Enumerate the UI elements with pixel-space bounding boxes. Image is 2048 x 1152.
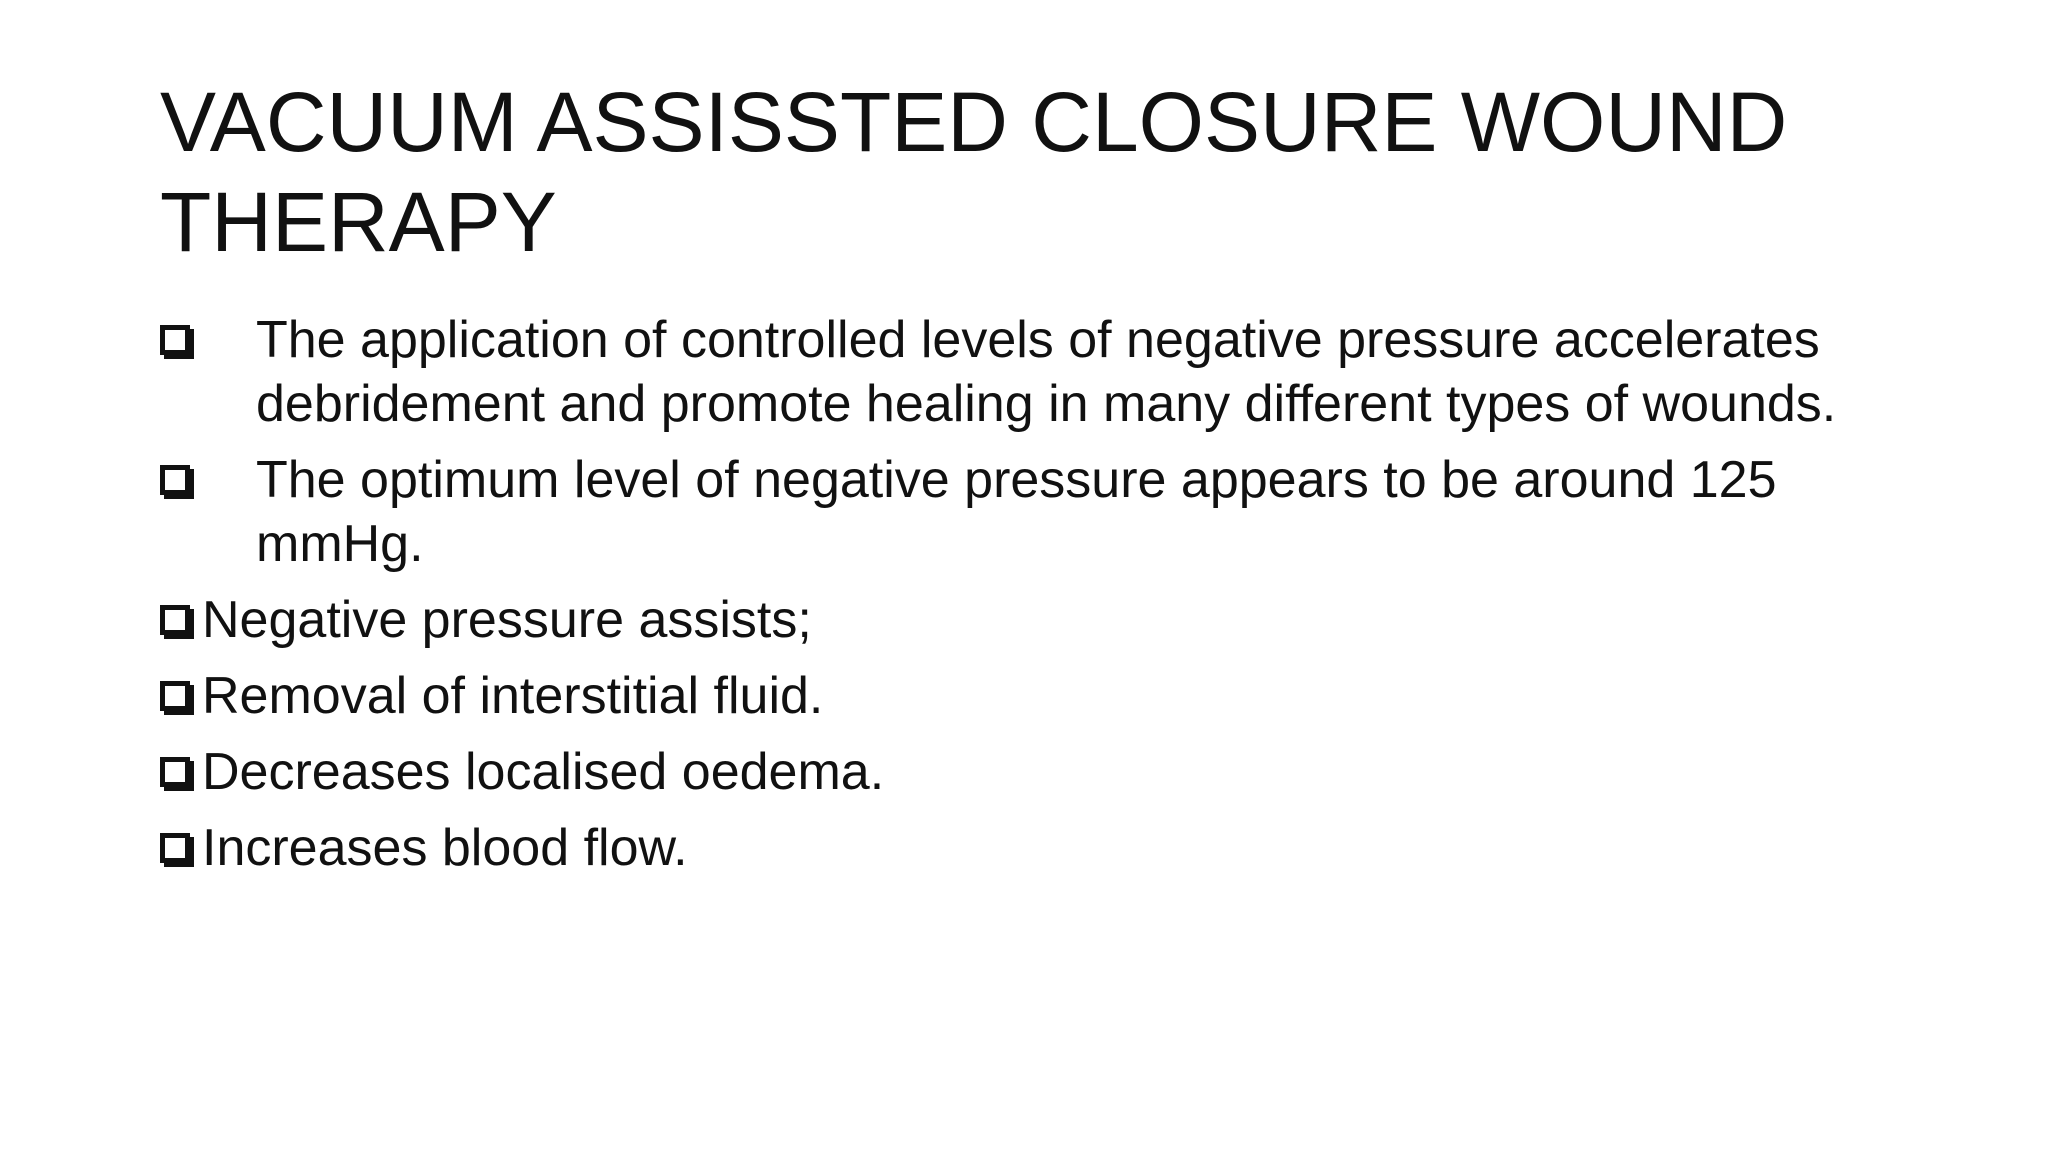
bullet-item-removal-interstitial-fluid xyxy=(160,664,1920,728)
bullet-item-negative-pressure-application xyxy=(160,308,1920,436)
bullet-text: Removal of interstitial fluid. xyxy=(202,667,824,725)
checkbox-square-icon xyxy=(160,465,190,495)
bullet-item-increases-blood-flow xyxy=(160,816,1920,880)
bullet-text: The optimum level of negative pressure appears to be around 125 mmHg. xyxy=(256,451,1777,573)
bullet-text: The application of controlled levels of negative pressure accelerates debridement and promote healing in many different types of wounds. xyxy=(256,311,1837,433)
bullet-text: Decreases localised oedema. xyxy=(202,743,885,801)
bullet-item-negative-pressure-assists xyxy=(160,588,1920,652)
slide-title: VACUUM ASSISSTED CLOSURE WOUND THERAPY xyxy=(160,75,1788,269)
bullet-text: Negative pressure assists; xyxy=(202,591,812,649)
checkbox-square-icon xyxy=(160,681,190,711)
checkbox-square-icon xyxy=(160,833,190,863)
bullet-text: Increases blood flow. xyxy=(202,819,688,877)
checkbox-square-icon xyxy=(160,757,190,787)
checkbox-square-icon xyxy=(160,325,190,355)
bullet-item-decreases-oedema xyxy=(160,740,1920,804)
checkbox-square-icon xyxy=(160,605,190,635)
bullet-item-optimum-pressure xyxy=(160,448,1920,576)
bullet-list xyxy=(160,308,1920,892)
